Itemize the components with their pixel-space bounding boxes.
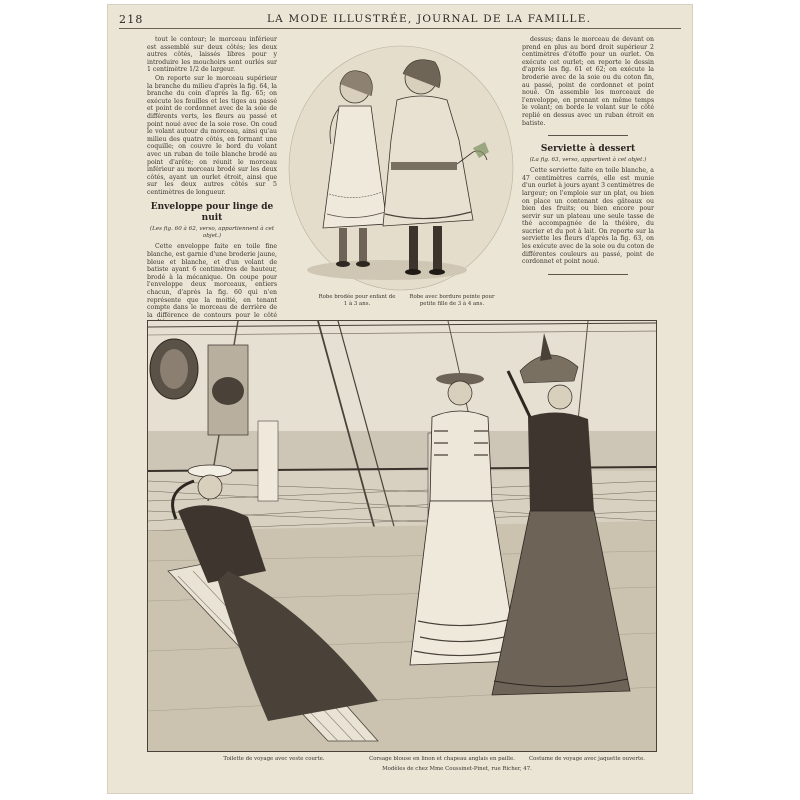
section-heading: Enveloppe pour linge de nuit <box>150 202 274 224</box>
section-subheading: (Les fig. 60 à 62, verso, appartiennent à cet objet.) <box>149 226 275 240</box>
section-heading: Serviette à dessert <box>540 144 636 155</box>
journal-title: LA MODE ILLUSTRÉE, JOURNAL DE LA FAMILLE. <box>267 13 592 25</box>
paragraph: dessus; dans le morceau de devant on prend en plus au bord droit supérieur 2 centimètres d'étoffe pour un ourlet. On exécute cet ourlet; on reporte le dessin d'après les fig. 61 et 62; on exécute la broderie avec de la soie ou du coton fin, au passé, point de cordonnet et point noué. On assemble les morceaux de l'enveloppe, en prenant en même temps le volant; on borde le volant sur le côté replié en dessus avec un ruban étroit en batiste. <box>522 36 654 127</box>
paragraph: Cette serviette faite en toile blanche, a 47 centimètres carrés, elle est munie d'un ourlet à jours ayant 3 centimètres de largeur; on l'emploie sur un plat, ou bien on place un contenant des gâteaux ou bien des fruits; ou bien encore pour servir sur un plateau une seule tasse de thé accompagnée de la théière, du sucrier et du pot à lait. On reporte sur la serviette les fleurs d'après la fig. 63, on les exécute avec de la soie ou du coton de différentes couleurs au passé, point de cordonnet et point noué. <box>522 167 654 266</box>
children-engraving <box>287 44 515 292</box>
magazine-page <box>107 4 693 794</box>
caption-scene-right: Costume de voyage avec jaquette ouverte. <box>528 756 646 762</box>
deck-engraving <box>148 321 657 752</box>
page-header <box>107 10 693 28</box>
page-number: 218 <box>119 13 144 26</box>
caption-kids-left: Robe brodée pour enfant de 1 à 3 ans. <box>318 294 396 307</box>
caption-scene-left: Toilette de voyage avec veste courte. <box>223 756 325 762</box>
caption-credit: Modèles de chez Mme Coussinet-Pinet, rue Richer, 47. <box>382 766 532 772</box>
paragraph: Cette enveloppe faite en toile fine blanche, est garnie d'une broderie jaune, bleue et blanche, et d'un volant de batiste ayant 6 centimètres de hauteur, brodé à la mécanique. On coupe pour l'enveloppe deux morceaux, entiers chacun, d'après la fig. 60 qui n'en représente que la moitié, en tenant compte dans le morceau de derrière de la différence de contours pour le côté <box>147 243 277 319</box>
section-divider <box>548 135 628 136</box>
paragraph: tout le contour; le morceau inférieur est assemblé sur deux côtés; les deux autres côtés, laissés libres pour y introduire les mouchoirs sont ourlés sur 1 centimètre 1/2 de largeur. <box>147 36 277 74</box>
caption-kids-right: Robe avec bordure peinte pour petite fille de 3 à 4 ans. <box>409 294 495 307</box>
text-column-right <box>522 36 654 283</box>
caption-scene-middle: Corsage blouse en linon et chapeau anglais en paille. <box>369 756 515 762</box>
section-divider <box>548 274 628 275</box>
children-dresses-illustration <box>287 44 515 292</box>
header-rule <box>119 28 681 29</box>
section-subheading: (La fig. 63, verso, appartient à cet objet.) <box>529 157 647 164</box>
text-column-left <box>147 36 277 328</box>
ship-deck-illustration <box>147 320 657 752</box>
paragraph: On reporte sur le morceau supérieur la branche du milieu d'après la fig. 64, la branche du coin d'après la fig. 65; on exécute les feuilles et les tiges au passé et point de cordonnet avec de la soie de différents verts, les fleurs au passé et point noué avec de la soie rose. On coud le volant autour du morceau, ainsi qu'au milieu des quatre côtés, en formant une coquille; on couvre le bord du volant avec un ruban de toile blanche brodé au point d'arête; on réunit le morceau inférieur au morceau brodé sur les deux côtés, ayant un ourlet étroit, ainsi que sur les deux autres côtés sur 5 centimètres de longueur. <box>147 74 277 196</box>
